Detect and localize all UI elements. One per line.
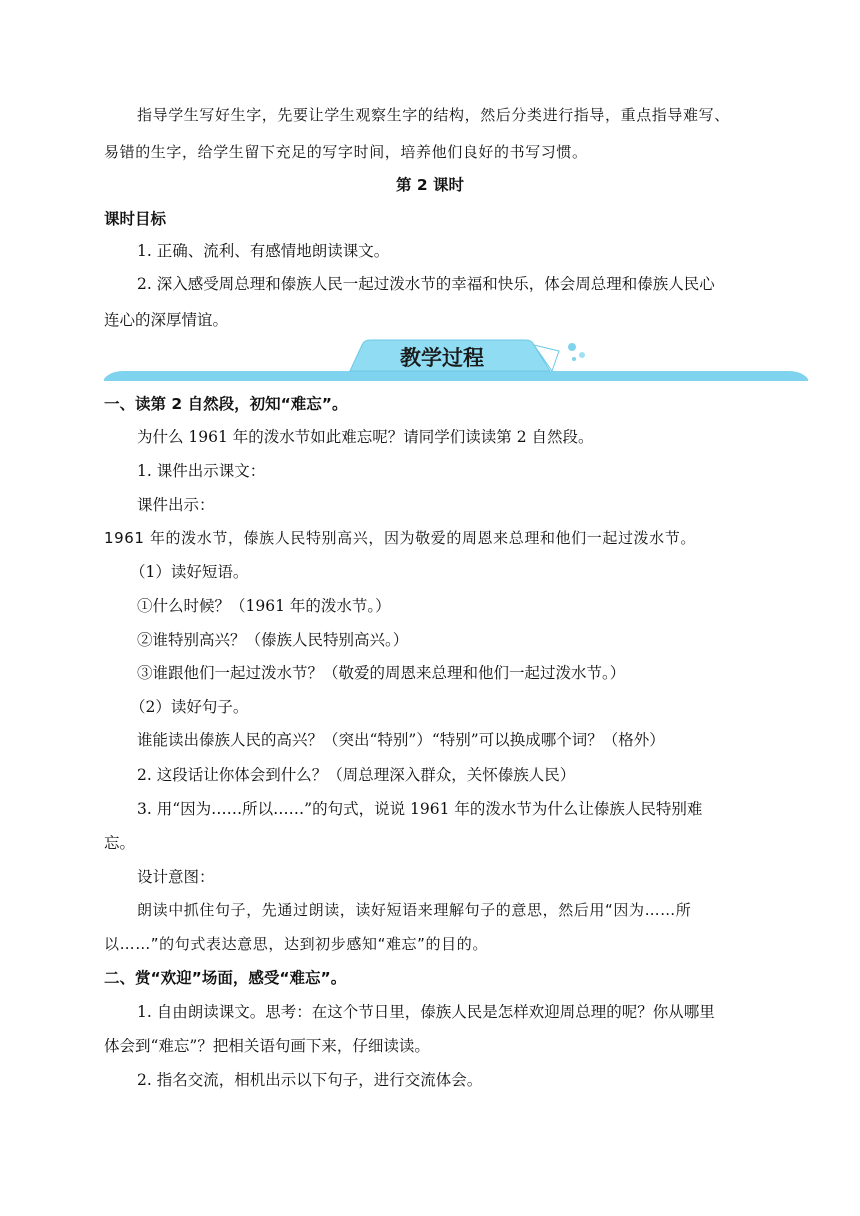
section1-courseware-label: 课件出示： — [137, 496, 215, 514]
banner-bar — [104, 371, 808, 379]
section1-part-1: （1）读好短语。 — [130, 563, 249, 581]
goal-item-1: 1. 正确、流利、有感情地朗读课文。 — [137, 242, 390, 260]
splash-drop-icon — [568, 343, 576, 351]
design-intent-line-2: 以……”的句式表达意思，达到初步感知“难忘”的目的。 — [104, 935, 488, 953]
design-intent-line-1: 朗读中抓住句子，先通过朗读，读好短语来理解句子的意思，然后用“因为……所 — [137, 901, 692, 919]
section1-check-2: ②谁特别高兴？（傣族人民特别高兴。） — [137, 631, 409, 649]
section1-step-3-line-1: 3. 用“因为……所以……”的句式，说说 1961 年的泼水节为什么让傣族人民特别难 — [137, 800, 703, 818]
section1-heading: 一、读第 2 自然段，初知“难忘”。 — [104, 395, 348, 413]
section1-step-1: 1. 课件出示课文： — [137, 462, 266, 480]
intro-line-1: 指导学生写好生字，先要让学生观察生字的结构，然后分类进行指导，重点指导难写、 — [137, 106, 730, 124]
section1-question: 为什么 1961 年的泼水节如此难忘呢？请同学们读读第 2 自然段。 — [137, 428, 594, 446]
section-banner — [104, 337, 808, 383]
section1-part-2: （2）读好句子。 — [130, 698, 249, 716]
intro-line-2: 易错的生字，给学生留下充足的写字时间，培养他们良好的书写习惯。 — [104, 143, 588, 161]
lesson-title: 第 2 课时 — [395, 176, 465, 194]
splash-drop-icon — [572, 357, 576, 361]
section1-check-1: ①什么时候？（1961 年的泼水节。） — [137, 597, 391, 615]
banner-graphic — [104, 337, 808, 383]
goals-heading: 课时目标 — [104, 210, 167, 228]
section1-check-3: ③谁跟他们一起过泼水节？（敬爱的周恩来总理和他们一起过泼水节。） — [137, 664, 626, 682]
goal-item-2-line-1: 2. 深入感受周总理和傣族人民一起过泼水节的幸福和快乐，体会周总理和傣族人民心 — [137, 275, 715, 293]
banner-title: 教学过程 — [400, 346, 484, 370]
section2-step-2: 2. 指名交流，相机出示以下句子，进行交流体会。 — [137, 1071, 483, 1089]
section1-step-3-line-2: 忘。 — [104, 834, 136, 852]
section1-quote: 1961 年的泼水节，傣族人民特别高兴，因为敬爱的周恩来总理和他们一起过泼水节。 — [104, 529, 696, 547]
section2-step-1-line-2: 体会到“难忘”？把相关语句画下来，仔细读读。 — [104, 1037, 430, 1055]
splash-drop-icon — [579, 352, 585, 358]
goal-item-2-line-2: 连心的深厚情谊。 — [104, 311, 229, 329]
design-intent-label: 设计意图： — [137, 868, 215, 886]
section1-step-2: 2. 这段话让你体会到什么？（周总理深入群众，关怀傣族人民） — [137, 766, 576, 784]
section2-heading: 二、赏“欢迎”场面，感受“难忘”。 — [104, 969, 347, 987]
section2-step-1-line-1: 1. 自由朗读课文。思考：在这个节日里，傣族人民是怎样欢迎周总理的呢？你从哪里 — [137, 1003, 715, 1021]
section1-question-2: 谁能读出傣族人民的高兴？（突出“特别”）“特别”可以换成哪个词？（格外） — [137, 731, 665, 749]
